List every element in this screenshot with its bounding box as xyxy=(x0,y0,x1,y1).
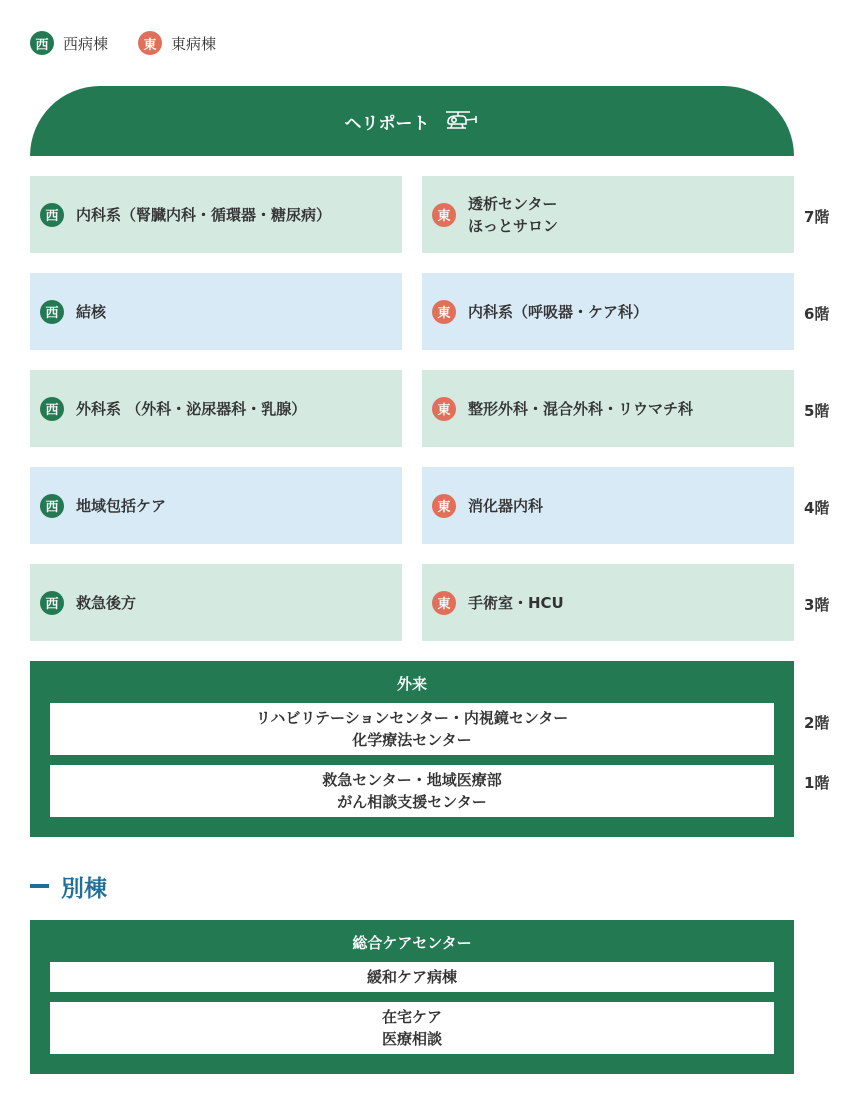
heliport-roof xyxy=(30,86,794,156)
east-ward-label xyxy=(468,301,648,323)
east-ward-label-line: 透析センター xyxy=(468,194,558,213)
legend-label-east: 東病棟 xyxy=(171,34,217,53)
west-ward-label xyxy=(76,204,331,226)
annex-heading-label: 別棟 xyxy=(61,875,107,902)
west-ward-label-line: 結核 xyxy=(76,302,107,321)
west-ward-cell xyxy=(30,564,402,641)
outpatient-floor-1-line2: がん相談支援センター xyxy=(337,793,487,811)
west-badge: 西 xyxy=(40,397,64,421)
west-ward-cell xyxy=(30,467,402,544)
outpatient-title: 外来 xyxy=(396,675,427,693)
outpatient-floor-2 xyxy=(50,703,774,755)
care-center-title: 総合ケアセンター xyxy=(352,934,472,952)
care-item-home-line1: 在宅ケア xyxy=(381,1008,442,1026)
east-ward-label xyxy=(468,495,543,517)
floor-label: 4階 xyxy=(804,499,830,517)
outpatient-floor-1 xyxy=(50,765,774,817)
west-ward-label-line: 外科系 （外科・泌尿器科・乳腺） xyxy=(76,399,307,418)
east-badge: 東 xyxy=(432,203,456,227)
west-ward-label xyxy=(76,592,136,614)
floor-label: 6階 xyxy=(804,305,830,323)
floor-label-1: 1階 xyxy=(804,774,830,792)
floor-row xyxy=(30,273,794,350)
west-badge: 西 xyxy=(40,494,64,518)
floor-label: 3階 xyxy=(804,596,830,614)
floor-label: 5階 xyxy=(804,402,830,420)
west-ward-label xyxy=(76,301,106,323)
east-badge: 東 xyxy=(432,397,456,421)
floor-row xyxy=(30,176,794,253)
west-ward-cell xyxy=(30,370,402,447)
legend-item-east xyxy=(138,31,216,55)
floor-row xyxy=(30,564,794,641)
west-badge: 西 xyxy=(40,300,64,324)
east-ward-cell xyxy=(422,467,794,544)
annex-heading xyxy=(30,870,107,902)
care-item-palliative-label: 緩和ケア病棟 xyxy=(366,968,457,986)
legend xyxy=(30,30,246,56)
west-ward-label-line: 救急後方 xyxy=(76,593,137,612)
east-badge: 東 xyxy=(432,300,456,324)
outpatient-floor-2-line2: 化学療法センター xyxy=(352,731,472,749)
outpatient-floor-1-line1: 救急センター・地域医療部 xyxy=(322,771,502,789)
heading-dash xyxy=(30,884,49,888)
east-ward-label-line: 手術室・HCU xyxy=(468,593,564,612)
west-ward-label-line: 地域包括ケア xyxy=(76,496,167,515)
east-ward-cell xyxy=(422,176,794,253)
east-ward-label-line: 消化器内科 xyxy=(468,496,544,515)
west-ward-label xyxy=(76,398,306,420)
west-badge: 西 xyxy=(40,203,64,227)
east-badge: 東 xyxy=(432,494,456,518)
east-ward-label xyxy=(468,398,693,420)
east-ward-label-line: ほっとサロン xyxy=(468,216,559,235)
east-badge: 東 xyxy=(138,31,162,55)
west-ward-label-line: 内科系（腎臓内科・循環器・糖尿病） xyxy=(76,205,332,224)
east-ward-label-line: 整形外科・混合外科・リウマチ科 xyxy=(468,399,694,418)
floor-row xyxy=(30,467,794,544)
care-item-home-line2: 医療相談 xyxy=(381,1030,442,1048)
outpatient-block xyxy=(30,661,794,837)
east-ward-cell xyxy=(422,370,794,447)
helicopter-icon xyxy=(442,110,480,132)
west-badge: 西 xyxy=(30,31,54,55)
east-ward-label xyxy=(468,592,564,614)
west-ward-label xyxy=(76,495,166,517)
west-ward-cell xyxy=(30,176,402,253)
heliport-label: ヘリポート xyxy=(344,113,430,134)
floor-label: 7階 xyxy=(804,208,830,226)
floor-row xyxy=(30,370,794,447)
east-ward-label xyxy=(468,193,558,237)
outpatient-floor-2-line1: リハビリテーションセンター・内視鏡センター xyxy=(255,709,569,727)
east-ward-cell xyxy=(422,273,794,350)
care-item-palliative xyxy=(50,962,774,992)
care-center-block xyxy=(30,920,794,1074)
legend-label-west: 西病棟 xyxy=(63,34,109,53)
east-badge: 東 xyxy=(432,591,456,615)
east-ward-label-line: 内科系（呼吸器・ケア科） xyxy=(468,302,649,321)
floor-label-2: 2階 xyxy=(804,714,830,732)
west-badge: 西 xyxy=(40,591,64,615)
west-ward-cell xyxy=(30,273,402,350)
legend-item-west xyxy=(30,31,108,55)
care-item-home xyxy=(50,1002,774,1054)
east-ward-cell xyxy=(422,564,794,641)
